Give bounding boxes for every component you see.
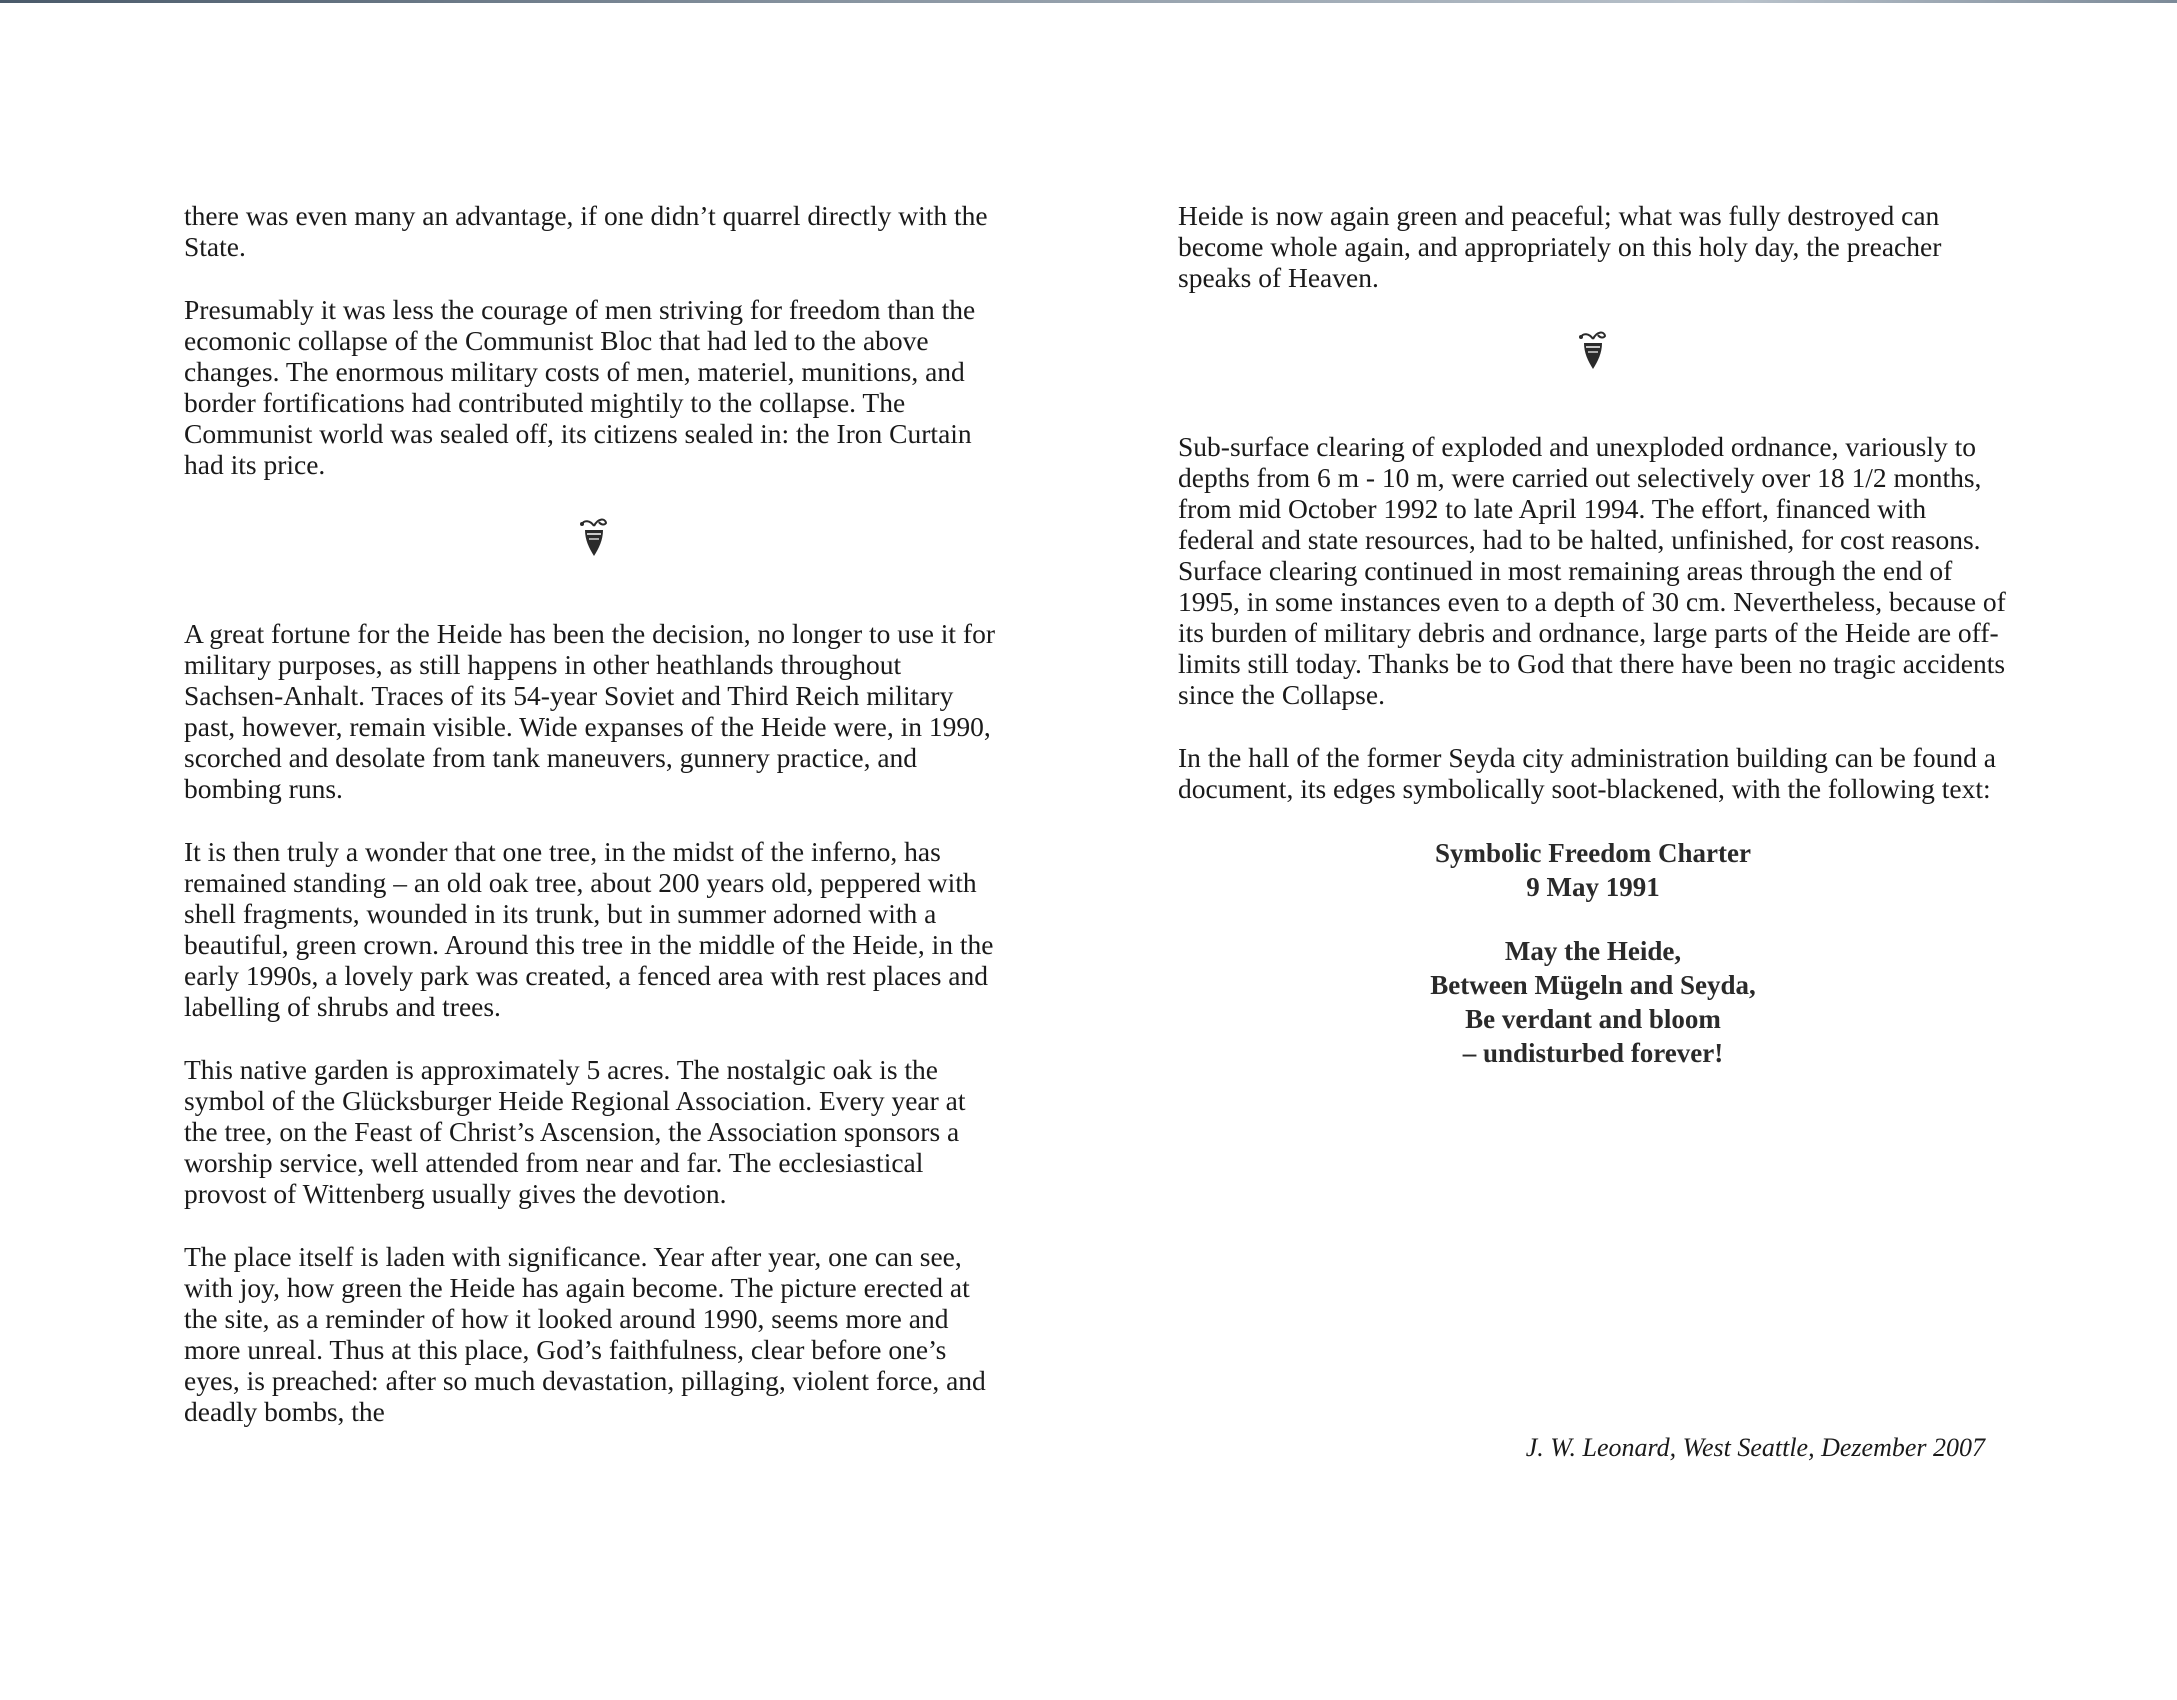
left-paragraph-5: This native garden is approximately 5 acres. The nostalgic oak is the symbol of the Glücksburger Heide Regional Association. Every year at the tree, on the Feast of Christ’s Ascension, the Association sponsors a worship service, well attended from near and far. The ecclesiastical provost of Wittenberg usually gives the devotion. [184, 1054, 966, 1209]
charter-header [1178, 836, 2008, 904]
left-paragraph-3: A great fortune for the Heide has been the decision, no longer to use it for military purposes, as still happens in other heathlands throughout Sachsen-Anhalt. Traces of its 54-year Soviet and Third Reich military past, however, remain visible. Wide expanses of the Heide were, in 1990, scorched and desolate from tank maneuvers, gunnery practice, and bombing runs. [184, 618, 995, 804]
acorn-ornament-icon [574, 512, 614, 560]
charter-line: Between Mügeln and Seyda, [1430, 970, 1756, 1000]
charter-title: Symbolic Freedom Charter [1435, 838, 1751, 868]
charter-line: – undisturbed forever! [1462, 1038, 1724, 1068]
left-paragraph-6: The place itself is laden with significance. Year after year, one can see, with joy, how green the Heide has again become. The picture erected at the site, as a reminder of how it looked around 1990, seems more and more unreal. Thus at this place, God’s faithfulness, clear before one’s eyes, is preached: after so much devastation, pillaging, violent force, and deadly bombs, the [184, 1241, 986, 1427]
charter-date: 9 May 1991 [1526, 872, 1660, 902]
charter-line: Be verdant and bloom [1465, 1004, 1721, 1034]
charter-line: May the Heide, [1504, 936, 1682, 966]
right-paragraph-1: Heide is now again green and peaceful; what was fully destroyed can become whole again, and appropriately on this holy day, the preacher speaks of Heaven. [1178, 200, 1942, 293]
right-paragraph-2: Sub-surface clearing of exploded and unexploded ordnance, variously to depths from 6 m - 10 m, were carried out selectively over 18 1/2 months, from mid October 1992 to late April 1994. The effort, financed with federal and state resources, had to be halted, unfinished, for cost reasons. Surface clearing continued in most remaining areas through the end of 1995, in some instances even to a depth of 30 cm. Nevertheless, because of its burden of military debris and ordnance, large parts of the Heide are off-limits still today. Thanks be to God that there have been no tragic accidents since the Collapse. [1178, 431, 2006, 710]
scan-edge [0, 0, 2177, 3]
right-paragraph-3: In the hall of the former Seyda city administration building can be found a document, its edges symbolically soot-blackened, with the following text: [1178, 742, 1996, 804]
right-column [1178, 200, 2008, 1070]
left-paragraph-4: It is then truly a wonder that one tree, in the midst of the inferno, has remained standing – an old oak tree, about 200 years old, peppered with shell fragments, wounded in its trunk, but in summer adorned with a beautiful, green crown. Around this tree in the middle of the Heide, in the early 1990s, a lovely park was created, a fenced area with rest places and labelling of shrubs and trees. [184, 836, 994, 1022]
left-column [184, 200, 1004, 1459]
freedom-charter [1178, 836, 2008, 1070]
author-signature: J. W. Leonard, West Seattle, Dezember 2007 [1525, 1433, 1985, 1462]
charter-verse [1178, 934, 2008, 1070]
left-paragraph-1: there was even many an advantage, if one didn’t quarrel directly with the State. [184, 200, 988, 262]
acorn-ornament-icon [1573, 325, 1613, 373]
left-paragraph-2: Presumably it was less the courage of men striving for freedom than the ecomonic collapse of the Communist Bloc that had led to the above changes. The enormous military costs of men, materiel, munitions, and border fortifications had contributed mightily to the collapse. The Communist world was sealed off, its citizens sealed in: the Iron Curtain had its price. [184, 294, 976, 480]
